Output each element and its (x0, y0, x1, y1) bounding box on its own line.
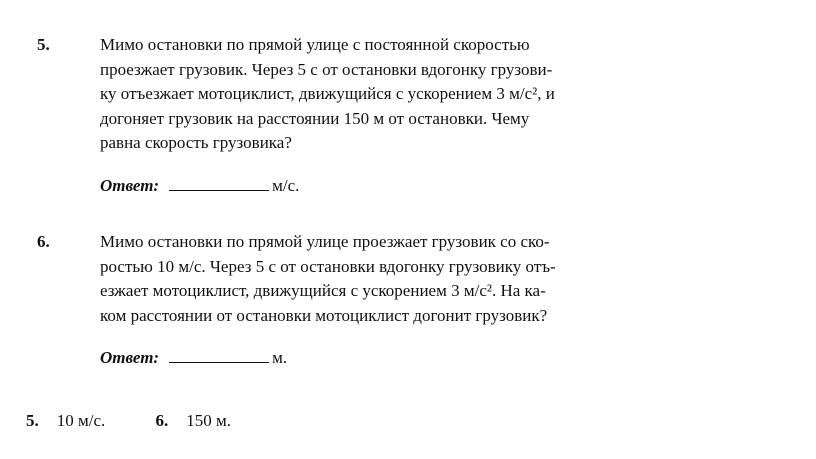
answer-unit: м/с. (272, 176, 300, 195)
answer-key-item (156, 409, 232, 433)
answer-key-value: 150 м. (186, 411, 232, 430)
problem-line: Мимо остановки по прямой улице проезжает грузовик со ско- (100, 232, 550, 251)
problem-line: Мимо остановки по прямой улице с постоянной скоростью (100, 35, 530, 54)
problem-text (100, 230, 592, 328)
problem-number: 6. (37, 232, 50, 251)
answer-unit: м. (272, 348, 288, 367)
problem-line: ку отъезжает мотоциклист, движущийся с ускорением 3 м/с², и (100, 84, 555, 103)
answer-blank[interactable] (169, 346, 269, 363)
problem-number: 5. (37, 35, 50, 54)
answer-key-number: 6. (155, 411, 169, 430)
problem-line: ростью 10 м/с. Через 5 с от остановки вдогонку грузовику отъ- (100, 256, 556, 276)
answer-line-5 (100, 174, 299, 198)
problem-text (100, 33, 592, 156)
answer-key-number: 5. (26, 411, 39, 430)
answer-key-value: 10 м/с. (56, 411, 106, 430)
problem-line: догоняет грузовик на расстоянии 150 м от остановки. Чему (100, 108, 530, 128)
answer-line-6 (100, 346, 287, 370)
problem-line: езжает мотоциклист, движущийся с ускорением 3 м/с². На ка- (100, 281, 546, 300)
problem-line: ком расстоянии от остановки мотоциклист догонит грузовик? (100, 305, 548, 325)
answer-key (26, 409, 231, 433)
answer-key-item (26, 409, 105, 433)
problem-line: проезжает грузовик. Через 5 с от остановки вдогонку грузови- (100, 59, 553, 79)
answer-label: Ответ: (100, 348, 160, 367)
problem-line: равна скорость грузовика? (100, 133, 292, 152)
answer-blank[interactable] (169, 174, 269, 191)
answer-label: Ответ: (100, 176, 160, 195)
